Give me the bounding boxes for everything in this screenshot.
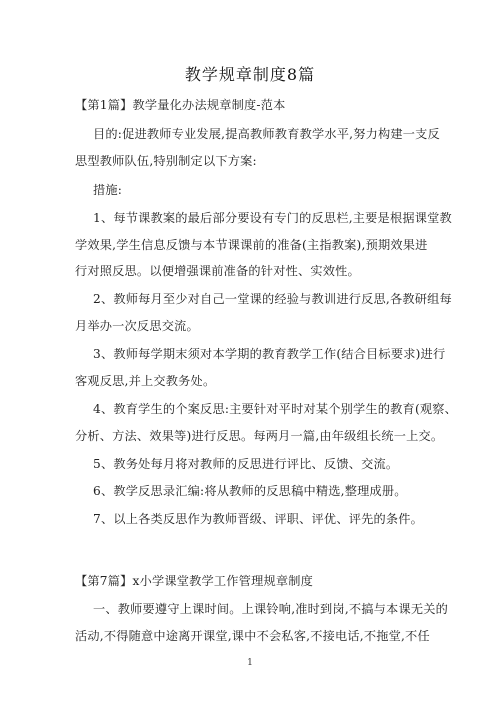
- paragraph-line: 月举办一次反思交流。: [75, 319, 199, 333]
- paragraph-line: 措施:: [93, 183, 123, 197]
- paragraph-line: 2、教师每月至少对自己一堂课的经验与教训进行反思,各教研组每: [93, 292, 452, 306]
- paragraph-line: 目的:促进教师专业发展,提高教师教育教学水平,努力构建一支反: [93, 127, 440, 141]
- page-title: 教学规章制度8篇: [184, 65, 316, 84]
- paragraph-line: 分析、方法、效果等)进行反思。每两月一篇,由年级组长统一上交。: [75, 429, 444, 443]
- paragraph-line: 1、每节课教案的最后部分要设有专门的反思栏,主要是根据课堂教: [93, 211, 452, 225]
- paragraph-line: 4、教育学生的个案反思:主要针对平时对某个别学生的教育(观察、: [93, 402, 458, 416]
- paragraph-line: 客观反思,并上交教务处。: [75, 374, 216, 388]
- paragraph-line: 5、教务处每月将对教师的反思进行评比、反馈、交流。: [93, 457, 399, 471]
- paragraph-line: 3、教师每学期末须对本学期的教育教学工作(结合目标要求)进行: [93, 347, 446, 361]
- paragraph-line: 思型教师队伍,特别制定以下方案:: [75, 154, 257, 168]
- paragraph-line: 学效果,学生信息反馈与本节课课前的准备(主指教案),预期效果进: [75, 238, 428, 252]
- paragraph-line: 一、教师要遵守上课时间。上课铃响,准时到岗,不搞与本课无关的: [93, 602, 448, 616]
- section-heading: 【第7篇】x小学课堂教学工作管理规章制度: [75, 574, 314, 588]
- paragraph-line: 行对照反思。以便增强课前准备的针对性、实效性。: [75, 264, 360, 278]
- paragraph-line: 活动,不得随意中途离开课堂,课中不会私客,不接电话,不拖堂,不任: [75, 629, 430, 643]
- paragraph-line: 7、以上各类反思作为教师晋级、评职、评优、评先的条件。: [93, 512, 424, 526]
- section-heading: 【第1篇】教学量化办法规章制度-范本: [75, 98, 286, 112]
- paragraph-line: 6、教学反思录汇编:将从教师的反思稿中精选,整理成册。: [93, 484, 407, 498]
- page-number: 1: [247, 658, 253, 668]
